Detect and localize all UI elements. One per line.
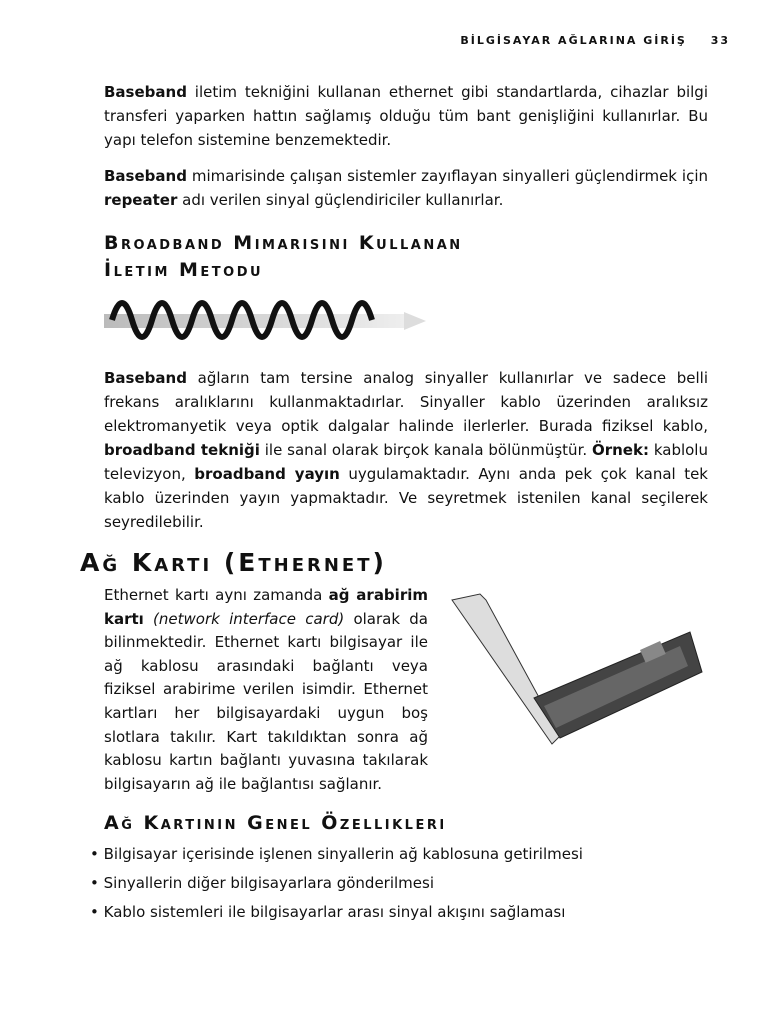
- text-run: Ethernet kartı aynı zamanda: [104, 586, 329, 604]
- text-run: uygulamaktadır. Aynı anda pek çok kanal tek kablo üzerinden yayın yapmaktadır. Ve seyretmek istenilen kanal seçilerek seyredilebilir.: [104, 465, 708, 531]
- features-heading: Ağ Kartının Genel Özellikleri: [104, 812, 447, 834]
- feature-list: [90, 840, 583, 927]
- text-run: mimarisinde çalışan sistemler zayıflayan sinyalleri güçlendirmek için: [186, 167, 708, 185]
- text-run: ağların tam tersine analog sinyaller kullanırlar ve sadece belli frekans aralıklarını kullanmaktadırlar. Sinyaller kablo üzerinden aralıksız elektromanyetik veya optik dalgalar halinde ilerlerler. Burada fiziksel kablo,: [104, 369, 708, 435]
- network-card-illustration: [440, 588, 710, 758]
- running-title: BİLGİSAYAR AĞLARINA GİRİŞ: [460, 34, 687, 47]
- text-run: broadband yayın: [194, 465, 340, 483]
- list-item: • Kablo sistemleri ile bilgisayarlar arası sinyal akışını sağlaması: [90, 898, 583, 927]
- text-run: broadband tekniği: [104, 441, 260, 459]
- paragraph-baseband-1: [104, 80, 708, 152]
- list-item: • Sinyallerin diğer bilgisayarlara gönderilmesi: [90, 869, 583, 898]
- list-item: • Bilgisayar içerisinde işlenen sinyallerin ağ kablosuna getirilmesi: [90, 840, 583, 869]
- text-run: Baseband: [104, 369, 187, 387]
- running-head: [460, 34, 730, 47]
- text-run: kablolu televizyon,: [104, 441, 708, 483]
- text-run: adı verilen sinyal güçlendiriciler kullanırlar.: [177, 191, 504, 209]
- sine-wave-icon: [104, 290, 434, 356]
- text-run: Örnek:: [591, 441, 649, 459]
- text-run: ağ arabirim kartı: [104, 586, 428, 628]
- text-run: iletim tekniğini kullanan ethernet gibi standartlarda, cihazlar bilgi transferi yaparken hattın sağlamış olduğu tüm bant genişliğini kullanırlar. Bu yapı telefon sistemine benzemektedir.: [104, 83, 708, 149]
- text-run: Baseband: [104, 167, 187, 185]
- heading-broadband-2: İletim Metodu: [104, 259, 264, 281]
- heading-broadband-1: Broadband Mimarisini Kullanan: [104, 232, 463, 254]
- text-run: Baseband: [104, 83, 187, 101]
- section-title: Ağ Kartı (Ethernet): [80, 548, 387, 577]
- paragraph-broadband: [104, 366, 708, 534]
- paragraph-baseband-2: [104, 164, 708, 212]
- text-run: repeater: [104, 191, 178, 209]
- text-run: (network interface card): [143, 609, 345, 628]
- page-number: 33: [710, 34, 730, 47]
- text-run: olarak da bilinmektedir. Ethernet kartı bilgisayar ile ağ kablosu arasındaki bağlantı veya fiziksel arabirime verilen isimdir. Ethernet kartları her bilgisayardaki uygun boş slotlara takılır. Kart takıldıktan sonra ağ kablosu kartın bağlantı yuvasına takılarak bilgisayarın ağ ile bağlantısı sağlanır.: [104, 609, 428, 793]
- text-run: ile sanal olarak birçok kanala bölünmüştür.: [259, 441, 592, 459]
- paragraph-ethernet-card: [104, 584, 428, 796]
